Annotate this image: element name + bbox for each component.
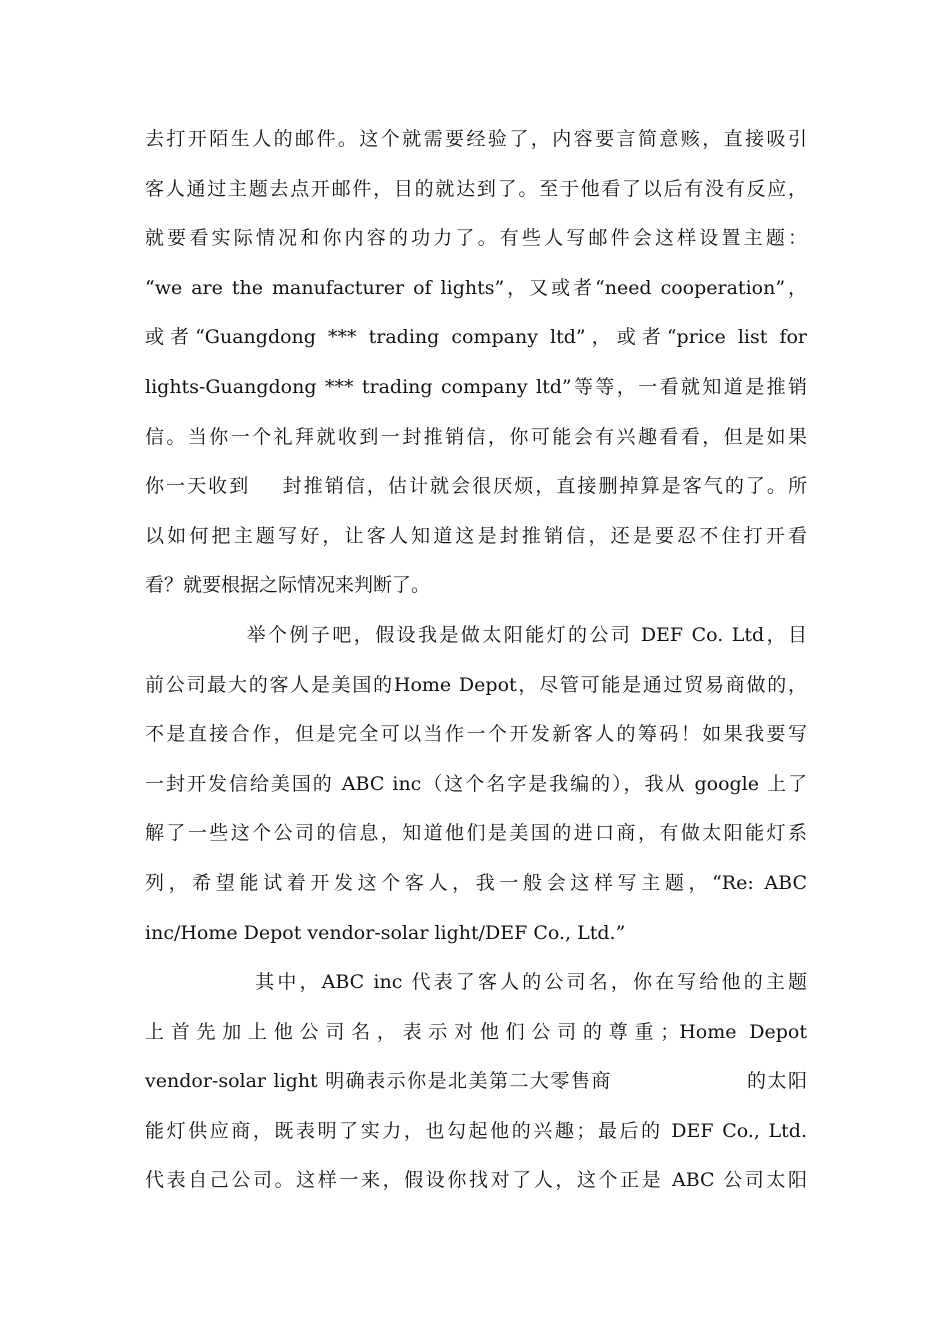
text-line: 其中，ABC inc 代表了客人的公司名，你在写给他的主题 [145, 971, 807, 994]
text-line: 举个例子吧，假设我是做太阳能灯的公司 DEF Co. Ltd，目 [145, 623, 807, 646]
text-line: “we are the manufacturer of lights”，又或者“need cooperation”， [145, 276, 807, 299]
text-line: vendor-solar light 明确表示你是北美第二大零售商 的太阳 [145, 1070, 807, 1093]
text-line: 客人通过主题去点开邮件，目的就达到了。至于他看了以后有没有反应， [145, 177, 807, 200]
text-line: 前公司最大的客人是美国的Home Depot，尽管可能是通过贸易商做的， [145, 673, 807, 696]
text-line: inc/Home Depot vendor-solar light/DEF Co., Ltd.” [145, 921, 626, 944]
text-line: 信。当你一个礼拜就收到一封推销信，你可能会有兴趣看看，但是如果 [145, 425, 807, 448]
text-line: 解了一些这个公司的信息，知道他们是美国的进口商，有做太阳能灯系 [145, 822, 807, 845]
text-line: lights-Guangdong *** trading company ltd”等等，一看就知道是推销 [145, 375, 807, 398]
text-line: 你一天收到 封推销信，估计就会很厌烦，直接删掉算是客气的了。所 [145, 475, 807, 498]
text-line: 以如何把主题写好，让客人知道这是封推销信，还是要忍不住打开看 [145, 524, 807, 547]
text-line: 看？就要根据之际情况来判断了。 [145, 574, 431, 597]
text-line: 就要看实际情况和你内容的功力了。有些人写邮件会这样设置主题： [145, 227, 807, 250]
text-line: 一封开发信给美国的 ABC inc（这个名字是我编的），我从 google 上了 [145, 772, 807, 795]
text-line: 能灯供应商，既表明了实力，也勾起他的兴趣；最后的 DEF Co., Ltd. [145, 1119, 807, 1142]
text-line: 列，希望能试着开发这个客人，我一般会这样写主题，“Re: ABC [145, 871, 807, 894]
text-line: 不是直接合作，但是完全可以当作一个开发新客人的筹码！如果我要写 [145, 723, 807, 746]
text-line: 代表自己公司。这样一来，假设你找对了人，这个正是 ABC 公司太阳 [145, 1169, 807, 1192]
text-line: 去打开陌生人的邮件。这个就需要经验了，内容要言简意赅，直接吸引 [145, 128, 807, 150]
document-body [145, 115, 807, 1206]
text-line: 上首先加上他公司名，表示对他们公司的尊重；Home Depot [145, 1020, 807, 1043]
text-line: 或者“Guangdong *** trading company ltd”，或者“price list for [145, 326, 807, 349]
